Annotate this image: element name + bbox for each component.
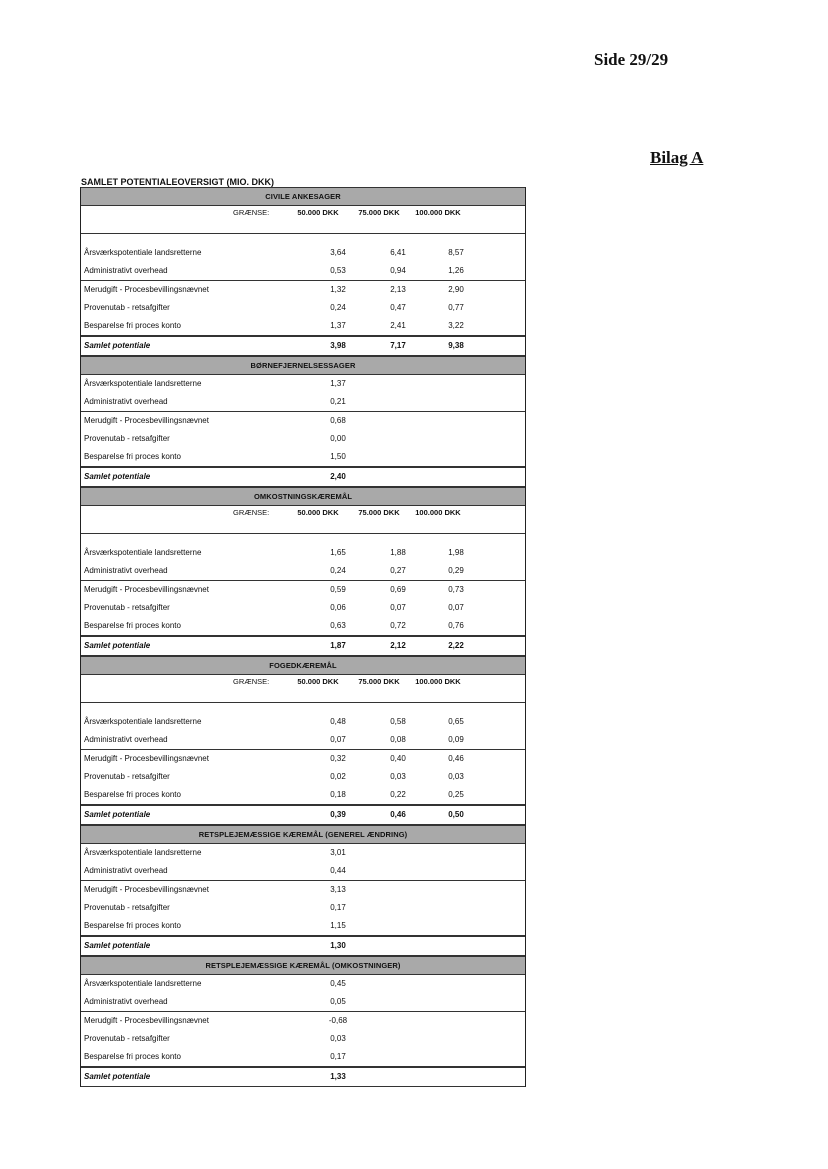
row-label: Merudgift - Procesbevillingsnævnet xyxy=(84,1016,209,1025)
row-label: Samlet potentiale xyxy=(84,810,151,819)
value-cell: 0,32 xyxy=(330,754,346,763)
potential-overview-table xyxy=(80,187,526,1087)
value-cell: -0,68 xyxy=(328,1016,348,1025)
table-row xyxy=(81,448,525,467)
value-cell: 1,26 xyxy=(448,266,464,275)
row-label: Administrativt overhead xyxy=(84,566,168,575)
table-row xyxy=(81,430,525,448)
value-cell: 0,94 xyxy=(390,266,406,275)
row-label: Besparelse fri proces konto xyxy=(84,790,181,799)
value-cell: 2,40 xyxy=(330,472,346,481)
value-cell: 0,53 xyxy=(330,266,346,275)
table-row xyxy=(81,281,525,299)
table-row xyxy=(81,581,525,599)
threshold-column-header: 100.000 DKK xyxy=(415,208,461,217)
table-row xyxy=(81,917,525,936)
row-label: Samlet potentiale xyxy=(84,641,151,650)
table-row xyxy=(81,617,525,636)
row-label: Administrativt overhead xyxy=(84,266,168,275)
value-cell: 0,07 xyxy=(330,735,346,744)
table-row xyxy=(81,244,525,262)
row-label: Merudgift - Procesbevillingsnævnet xyxy=(84,416,209,425)
table-row xyxy=(81,393,525,412)
value-cell: 6,41 xyxy=(390,248,406,257)
value-cell: 0,03 xyxy=(448,772,464,781)
row-label: Provenutab - retsafgifter xyxy=(84,772,170,781)
value-cell: 0,22 xyxy=(390,790,406,799)
value-cell: 1,98 xyxy=(448,548,464,557)
appendix-heading: Bilag A xyxy=(650,148,704,167)
section-title: RETSPLEJEMÆSSIGE KÆREMÅL (OMKOSTNINGER) xyxy=(81,956,525,975)
row-label: Merudgift - Procesbevillingsnævnet xyxy=(84,885,209,894)
threshold-column-header: 50.000 DKK xyxy=(297,208,339,217)
value-cell: 0,29 xyxy=(448,566,464,575)
threshold-header xyxy=(81,206,525,234)
table-section xyxy=(80,187,526,356)
value-cell: 0,06 xyxy=(330,603,346,612)
section-title: CIVILE ANKESAGER xyxy=(81,187,525,206)
threshold-column-header: 75.000 DKK xyxy=(358,208,400,217)
section-title: RETSPLEJEMÆSSIGE KÆREMÅL (GENEREL ÆNDRING) xyxy=(81,825,525,844)
table-row xyxy=(81,786,525,805)
value-cell: 0,44 xyxy=(330,866,346,875)
value-cell: 9,38 xyxy=(448,341,464,350)
table-section xyxy=(80,956,526,1087)
value-cell: 2,13 xyxy=(390,285,406,294)
table-row xyxy=(81,899,525,917)
value-cell: 0,73 xyxy=(448,585,464,594)
row-label: Samlet potentiale xyxy=(84,472,151,481)
value-cell: 0,72 xyxy=(390,621,406,630)
value-cell: 0,25 xyxy=(448,790,464,799)
value-cell: 0,00 xyxy=(330,434,346,443)
value-cell: 0,21 xyxy=(330,397,346,406)
value-cell: 0,03 xyxy=(390,772,406,781)
row-label: Provenutab - retsafgifter xyxy=(84,903,170,912)
table-row xyxy=(81,862,525,881)
value-cell: 1,15 xyxy=(330,921,346,930)
threshold-column-header: 100.000 DKK xyxy=(415,508,461,517)
table-row xyxy=(81,993,525,1012)
value-cell: 0,65 xyxy=(448,717,464,726)
row-label: Administrativt overhead xyxy=(84,735,168,744)
value-cell: 0,45 xyxy=(330,979,346,988)
table-row xyxy=(81,599,525,617)
value-cell: 0,08 xyxy=(390,735,406,744)
value-cell: 0,58 xyxy=(390,717,406,726)
row-label: Samlet potentiale xyxy=(84,341,151,350)
table-row xyxy=(81,375,525,393)
value-cell: 0,07 xyxy=(448,603,464,612)
row-label: Besparelse fri proces konto xyxy=(84,321,181,330)
value-cell: 0,63 xyxy=(330,621,346,630)
table-row xyxy=(81,750,525,768)
threshold-header xyxy=(81,506,525,534)
value-cell: 0,09 xyxy=(448,735,464,744)
value-cell: 0,68 xyxy=(330,416,346,425)
row-label: Provenutab - retsafgifter xyxy=(84,1034,170,1043)
table-row xyxy=(81,768,525,786)
row-label: Merudgift - Procesbevillingsnævnet xyxy=(84,585,209,594)
row-label: Årsværkspotentiale landsretterne xyxy=(84,379,202,388)
row-label: Administrativt overhead xyxy=(84,866,168,875)
value-cell: 0,40 xyxy=(390,754,406,763)
value-cell: 2,41 xyxy=(390,321,406,330)
row-label: Besparelse fri proces konto xyxy=(84,921,181,930)
row-label: Årsværkspotentiale landsretterne xyxy=(84,848,202,857)
value-cell: 0,39 xyxy=(330,810,346,819)
total-row xyxy=(81,636,525,656)
row-label: Besparelse fri proces konto xyxy=(84,621,181,630)
section-title: BØRNEFJERNELSESSAGER xyxy=(81,356,525,375)
row-label: Provenutab - retsafgifter xyxy=(84,434,170,443)
row-label: Provenutab - retsafgifter xyxy=(84,303,170,312)
table-section xyxy=(80,656,526,825)
row-label: Årsværkspotentiale landsretterne xyxy=(84,248,202,257)
table-row xyxy=(81,1030,525,1048)
value-cell: 0,17 xyxy=(330,903,346,912)
value-cell: 1,88 xyxy=(390,548,406,557)
row-label: Besparelse fri proces konto xyxy=(84,452,181,461)
value-cell: 2,22 xyxy=(448,641,464,650)
table-row xyxy=(81,262,525,281)
threshold-label: GRÆNSE: xyxy=(233,508,270,517)
value-cell: 1,50 xyxy=(330,452,346,461)
value-cell: 1,87 xyxy=(330,641,346,650)
row-label: Besparelse fri proces konto xyxy=(84,1052,181,1061)
page-number: Side 29/29 xyxy=(594,50,669,69)
table-row xyxy=(81,544,525,562)
row-label: Årsværkspotentiale landsretterne xyxy=(84,548,202,557)
table-row xyxy=(81,1048,525,1067)
sheet-title: SAMLET POTENTIALEOVERSIGT (MIO. DKK) xyxy=(81,177,274,187)
table-section xyxy=(80,825,526,956)
total-row xyxy=(81,936,525,956)
threshold-column-header: 50.000 DKK xyxy=(297,508,339,517)
value-cell: 2,90 xyxy=(448,285,464,294)
table-section xyxy=(80,356,526,487)
threshold-label: GRÆNSE: xyxy=(233,677,270,686)
value-cell: 3,01 xyxy=(330,848,346,857)
value-cell: 0,59 xyxy=(330,585,346,594)
value-cell: 1,33 xyxy=(330,1072,346,1081)
value-cell: 0,17 xyxy=(330,1052,346,1061)
value-cell: 0,50 xyxy=(448,810,464,819)
row-label: Samlet potentiale xyxy=(84,1072,151,1081)
table-row xyxy=(81,1012,525,1030)
section-title: OMKOSTNINGSKÆREMÅL xyxy=(81,487,525,506)
value-cell: 0,48 xyxy=(330,717,346,726)
value-cell: 0,77 xyxy=(448,303,464,312)
value-cell: 0,47 xyxy=(390,303,406,312)
value-cell: 0,46 xyxy=(448,754,464,763)
value-cell: 0,24 xyxy=(330,566,346,575)
section-title: FOGEDKÆREMÅL xyxy=(81,656,525,675)
value-cell: 1,32 xyxy=(330,285,346,294)
value-cell: 0,69 xyxy=(390,585,406,594)
value-cell: 1,65 xyxy=(330,548,346,557)
row-label: Provenutab - retsafgifter xyxy=(84,603,170,612)
row-label: Merudgift - Procesbevillingsnævnet xyxy=(84,285,209,294)
value-cell: 0,07 xyxy=(390,603,406,612)
value-cell: 1,30 xyxy=(330,941,346,950)
row-label: Samlet potentiale xyxy=(84,941,151,950)
value-cell: 2,12 xyxy=(390,641,406,650)
value-cell: 8,57 xyxy=(448,248,464,257)
spacer xyxy=(81,703,525,713)
total-row xyxy=(81,336,525,356)
value-cell: 3,13 xyxy=(330,885,346,894)
table-row xyxy=(81,317,525,336)
value-cell: 0,24 xyxy=(330,303,346,312)
total-row xyxy=(81,467,525,487)
table-row xyxy=(81,731,525,750)
table-row xyxy=(81,412,525,430)
total-row xyxy=(81,805,525,825)
value-cell: 0,46 xyxy=(390,810,406,819)
value-cell: 0,18 xyxy=(330,790,346,799)
value-cell: 0,02 xyxy=(330,772,346,781)
total-row xyxy=(81,1067,525,1087)
value-cell: 1,37 xyxy=(330,379,346,388)
value-cell: 0,76 xyxy=(448,621,464,630)
value-cell: 1,37 xyxy=(330,321,346,330)
spacer xyxy=(81,534,525,544)
table-row xyxy=(81,844,525,862)
table-row xyxy=(81,713,525,731)
threshold-label: GRÆNSE: xyxy=(233,208,270,217)
threshold-column-header: 50.000 DKK xyxy=(297,677,339,686)
value-cell: 7,17 xyxy=(390,341,406,350)
threshold-header xyxy=(81,675,525,703)
row-label: Merudgift - Procesbevillingsnævnet xyxy=(84,754,209,763)
row-label: Administrativt overhead xyxy=(84,397,168,406)
value-cell: 3,64 xyxy=(330,248,346,257)
table-row xyxy=(81,881,525,899)
table-section xyxy=(80,487,526,656)
table-row xyxy=(81,975,525,993)
row-label: Årsværkspotentiale landsretterne xyxy=(84,979,202,988)
row-label: Administrativt overhead xyxy=(84,997,168,1006)
row-label: Årsværkspotentiale landsretterne xyxy=(84,717,202,726)
table-row xyxy=(81,299,525,317)
value-cell: 0,27 xyxy=(390,566,406,575)
value-cell: 0,05 xyxy=(330,997,346,1006)
table-row xyxy=(81,562,525,581)
threshold-column-header: 75.000 DKK xyxy=(358,677,400,686)
value-cell: 3,22 xyxy=(448,321,464,330)
threshold-column-header: 100.000 DKK xyxy=(415,677,461,686)
value-cell: 3,98 xyxy=(330,341,346,350)
spacer xyxy=(81,234,525,244)
threshold-column-header: 75.000 DKK xyxy=(358,508,400,517)
value-cell: 0,03 xyxy=(330,1034,346,1043)
